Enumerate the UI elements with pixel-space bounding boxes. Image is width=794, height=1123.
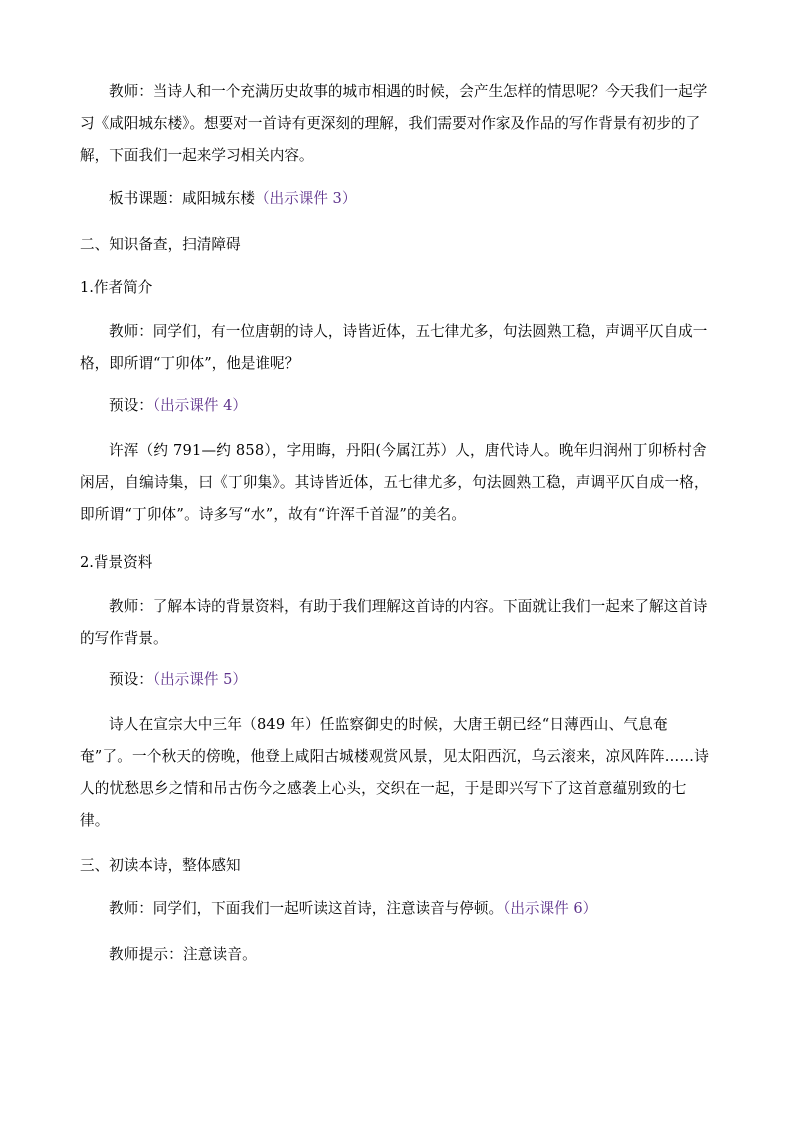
reading-instruction-text: 教师：同学们，下面我们一起听读这首诗，注意读音与停顿。 <box>109 900 504 917</box>
preset-label: 预设： <box>109 397 153 414</box>
author-bio-paragraph: 许浑（约 791—约 858），字用晦，丹阳(今属江苏）人，唐代诗人。晚年归润州丁卯桥村舍闲居，自编诗集，曰《丁卯集》。其诗皆近体，五七律尤多，句法圆熟工稳，声调平仄自成一格，即所谓“丁卯体”。诗多写“水”，故有“许浑千首湿”的美名。 <box>80 442 709 523</box>
intro-paragraph: 教师：当诗人和一个充满历史故事的城市相遇的时候，会产生怎样的情思呢？今天我们一起学习《咸阳城东楼》。想要对一首诗有更深刻的理解，我们需要对作家及作品的写作背景有初步的了解，下面我们一起来学习相关内容。 <box>80 83 708 164</box>
board-title-line <box>80 183 716 215</box>
teacher-tip-line: 教师提示：注意读音。 <box>109 946 257 963</box>
courseware-note-6: （出示课件 6） <box>503 900 598 917</box>
subsection-author-heading: 1.作者简介 <box>80 279 153 296</box>
preset-line-5 <box>80 664 716 696</box>
author-question-paragraph: 教师：同学们，有一位唐朝的诗人，诗皆近体，五七律尤多，句法圆熟工稳，声调平仄自成一格，即所谓“丁卯体”，他是谁呢？ <box>80 323 708 372</box>
subsection-background-heading: 2.背景资料 <box>80 554 153 571</box>
courseware-note-5: （出示课件 5） <box>152 671 247 688</box>
board-title-text: 板书课题：咸阳城东楼 <box>109 190 255 207</box>
section-heading-2: 二、知识备查，扫清障碍 <box>80 236 241 253</box>
courseware-note-3: （出示课件 3） <box>254 190 357 207</box>
section-heading-3: 三、初读本诗，整体感知 <box>80 857 241 874</box>
preset-label: 预设： <box>109 671 153 688</box>
background-intro-paragraph: 教师：了解本诗的背景资料，有助于我们理解这首诗的内容。下面就让我们一起来了解这首诗的写作背景。 <box>80 598 708 647</box>
background-detail-paragraph: 诗人在宣宗大中三年（849 年）任监察御史的时候，大唐王朝已经“日薄西山、气息奄奄”了。一个秋天的傍晚，他登上咸阳古城楼观赏风景，见太阳西沉，乌云滚来，凉风阵阵……诗人的忧愁思乡之情和吊古伤今之感袭上心头，交织在一起，于是即兴写下了这首意蕴别致的七律。 <box>80 716 710 829</box>
courseware-note-4: （出示课件 4） <box>152 397 247 414</box>
reading-instruction-line <box>80 893 716 925</box>
preset-line-4 <box>80 390 716 422</box>
